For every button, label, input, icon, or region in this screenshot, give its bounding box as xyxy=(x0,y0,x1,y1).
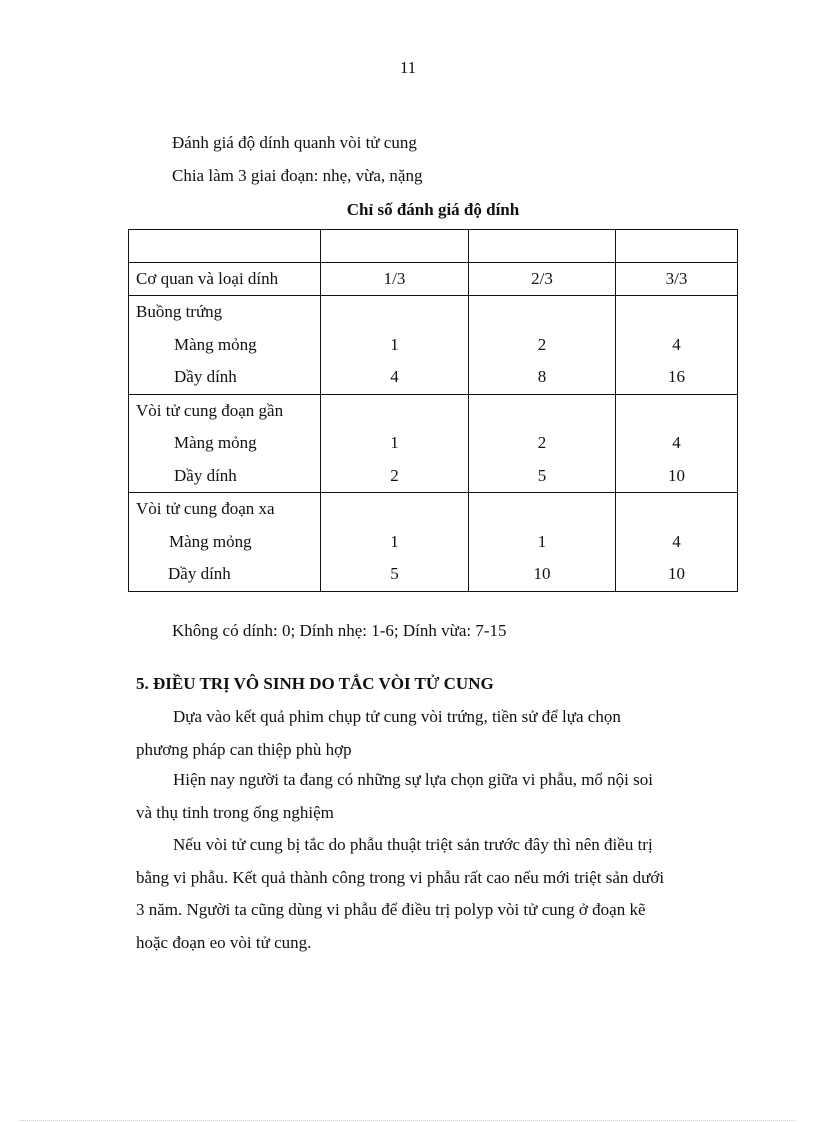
score-legend: Không có dính: 0; Dính nhẹ: 1-6; Dính vừa: 7-15 xyxy=(172,621,507,640)
value: 2 xyxy=(537,334,547,354)
header-third-1: 1/3 xyxy=(321,263,469,296)
paragraph-line: hoặc đoạn eo vòi tử cung. xyxy=(136,932,312,952)
header-third-3: 3/3 xyxy=(616,263,738,296)
value: 1 xyxy=(390,433,399,452)
value-cell xyxy=(469,394,616,493)
value: 5 xyxy=(390,564,399,583)
value-cell xyxy=(616,296,738,395)
table-cell xyxy=(469,230,616,263)
value-cell xyxy=(469,493,616,592)
paragraph-line: và thụ tinh trong ống nghiệm xyxy=(136,802,334,822)
value: 1 xyxy=(390,531,399,551)
table-cell xyxy=(616,230,738,263)
row-label: Màng mỏng xyxy=(174,334,257,354)
row-label: Màng mỏng xyxy=(174,433,257,452)
value: 10 xyxy=(668,564,685,583)
value: 2 xyxy=(390,465,399,485)
organ-cell xyxy=(129,493,321,592)
group-distal-tube xyxy=(129,493,738,592)
value-cell xyxy=(321,394,469,493)
value: 4 xyxy=(672,531,681,551)
value-cell xyxy=(616,493,738,592)
group-name: Vòi tử cung đoạn xa xyxy=(136,499,275,518)
value: 16 xyxy=(668,367,685,386)
value: 10 xyxy=(668,465,685,485)
value: 4 xyxy=(672,433,681,452)
organ-cell xyxy=(129,394,321,493)
intro-line-1: Đánh giá độ dính quanh vòi tử cung xyxy=(172,133,417,152)
organ-cell xyxy=(129,296,321,395)
group-ovary xyxy=(129,296,738,395)
paragraph xyxy=(136,829,740,959)
value: 2 xyxy=(537,433,547,452)
paragraph xyxy=(136,764,740,829)
row-label: Màng mỏng xyxy=(169,531,252,551)
value-cell xyxy=(321,493,469,592)
value: 5 xyxy=(537,465,547,485)
group-name: Buồng trứng xyxy=(136,302,223,321)
group-proximal-tube xyxy=(129,394,738,493)
paragraph-line: Nếu vòi tử cung bị tắc do phẫu thuật triệt sản trước đây thì nên điều trị xyxy=(173,835,653,854)
paragraph-line: bằng vi phẫu. Kết quả thành công trong vi phẫu rất cao nếu mới triệt sản dưới xyxy=(136,867,665,887)
section-heading: 5. ĐIỀU TRỊ VÔ SINH DO TẮC VÒI TỬ CUNG xyxy=(136,674,494,693)
row-label: Dầy dính xyxy=(174,465,237,485)
table-header-row xyxy=(129,263,738,296)
table-title: Chỉ số đánh giá độ dính xyxy=(346,200,520,219)
value: 1 xyxy=(537,531,547,551)
paragraph-line: Dựa vào kết quả phim chụp tử cung vòi trứng, tiền sử để lựa chọn xyxy=(173,707,621,726)
row-label: Dầy dính xyxy=(174,367,237,386)
value-cell xyxy=(469,296,616,395)
paragraph-line: phương pháp can thiệp phù hợp xyxy=(136,739,352,759)
value: 4 xyxy=(390,367,399,386)
paragraph-line: 3 năm. Người ta cũng dùng vi phẫu để điều trị polyp vòi tử cung ở đoạn kẽ xyxy=(136,900,646,919)
value: 1 xyxy=(390,334,399,354)
table-blank-row xyxy=(129,230,738,263)
table-cell xyxy=(321,230,469,263)
group-name: Vòi tử cung đoạn gần xyxy=(136,400,284,420)
table-cell xyxy=(129,230,321,263)
row-label: Dầy dính xyxy=(168,564,231,583)
intro-line-2: Chia làm 3 giai đoạn: nhẹ, vừa, nặng xyxy=(172,166,423,185)
header-third-2: 2/3 xyxy=(469,263,616,296)
paragraph-line: Hiện nay người ta đang có những sự lựa chọn giữa vi phẫu, mổ nội soi xyxy=(173,770,653,789)
paragraph xyxy=(136,701,740,766)
value-cell xyxy=(616,394,738,493)
header-organ: Cơ quan và loại dính xyxy=(129,263,321,296)
adhesion-score-table xyxy=(128,229,738,592)
page-number: 11 xyxy=(399,58,417,77)
value: 4 xyxy=(672,334,681,354)
value: 8 xyxy=(537,367,547,386)
value-cell xyxy=(321,296,469,395)
page-bottom-divider xyxy=(20,1120,796,1121)
value: 10 xyxy=(533,564,551,583)
